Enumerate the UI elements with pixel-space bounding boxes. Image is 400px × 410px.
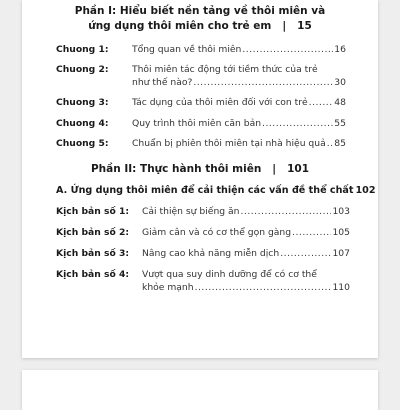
chapter-title: Tác dụng của thôi miên đối với con trẻ (132, 97, 308, 108)
chapter-title: Tổng quan về thôi miên (132, 44, 242, 55)
toc-entry-chapter-5[interactable] (56, 137, 346, 150)
part-2-title: Phần II: Thực hành thôi miên | 101 (90, 163, 309, 175)
dot-leader (280, 247, 331, 260)
toc-entry-script-1[interactable] (56, 205, 350, 218)
part-1-title-line-1: Phần I: Hiểu biết nền tảng về thôi miên và (74, 5, 326, 17)
dot-leader (241, 205, 332, 218)
chapter-page: 55 (334, 118, 346, 129)
script-title: Nâng cao khả năng miễn dịch (142, 248, 280, 259)
dot-leader (193, 76, 333, 89)
script-title: Giảm cân và có cơ thể gọn gàng (142, 227, 292, 238)
chapter-page: 85 (334, 138, 346, 149)
script-page: 103 (332, 206, 350, 217)
chapter-page: 16 (334, 44, 346, 55)
script-title-continued: khỏe mạnh (142, 282, 194, 293)
dot-leader (327, 137, 334, 150)
toc-entry-script-2[interactable] (56, 226, 350, 239)
toc-entry-script-3[interactable] (56, 247, 350, 260)
toc-entry-chapter-2[interactable] (56, 63, 346, 89)
dot-leader (242, 43, 333, 56)
script-page: 105 (332, 227, 350, 238)
part-2-page: 101 (287, 163, 309, 175)
chapter-label: Chuong 5: (56, 138, 109, 149)
chapter-title-continued: như thế nào? (132, 77, 193, 88)
next-page (22, 370, 378, 410)
chapter-page: 48 (334, 97, 346, 108)
dot-leader (309, 96, 334, 109)
chapter-page: 30 (334, 77, 346, 88)
toc-entry-script-4[interactable] (56, 268, 350, 294)
book-page (22, 0, 378, 358)
chapter-label: Chuong 2: (56, 64, 109, 75)
chapter-title: Thôi miên tác động tới tiềm thức của trẻ (132, 64, 318, 75)
dot-leader (195, 281, 332, 294)
chapter-label: Chuong 3: (56, 97, 109, 108)
chapter-label: Chuong 1: (56, 44, 109, 55)
script-title: Cải thiện sự biếng ăn (142, 206, 240, 217)
toc-entry-chapter-4[interactable] (56, 117, 346, 130)
part-2-separator: | (272, 163, 277, 175)
dot-leader (262, 117, 333, 130)
chapter-title: Chuẩn bị phiên thôi miên tại nhà hiệu quả (132, 138, 326, 149)
toc-entry-chapter-3[interactable] (56, 96, 346, 109)
section-a-page: 102 (355, 185, 376, 196)
chapter-title: Quy trình thôi miên căn bản (132, 118, 262, 129)
chapter-label: Chuong 4: (56, 118, 109, 129)
script-page: 107 (332, 248, 350, 259)
script-title: Vượt qua suy dinh dưỡng để có cơ thể (142, 269, 317, 280)
dot-leader (292, 226, 331, 239)
script-label: Kịch bản số 3: (56, 248, 130, 259)
script-label: Kịch bản số 2: (56, 227, 130, 238)
part-1-separator: | (282, 20, 287, 32)
toc-entry-section-a[interactable] (56, 184, 376, 197)
toc-entry-chapter-1[interactable] (56, 43, 346, 56)
script-page: 110 (332, 282, 350, 293)
part-1-title-line-2: ứng dụng thôi miên cho trẻ em | 15 (88, 20, 312, 32)
script-label: Kịch bản số 4: (56, 269, 130, 280)
script-label: Kịch bản số 1: (56, 206, 130, 217)
part-1-page: 15 (297, 20, 312, 32)
section-a-title: A. Ứng dụng thôi miên để cải thiện các vấn đề thể chất (56, 185, 354, 196)
